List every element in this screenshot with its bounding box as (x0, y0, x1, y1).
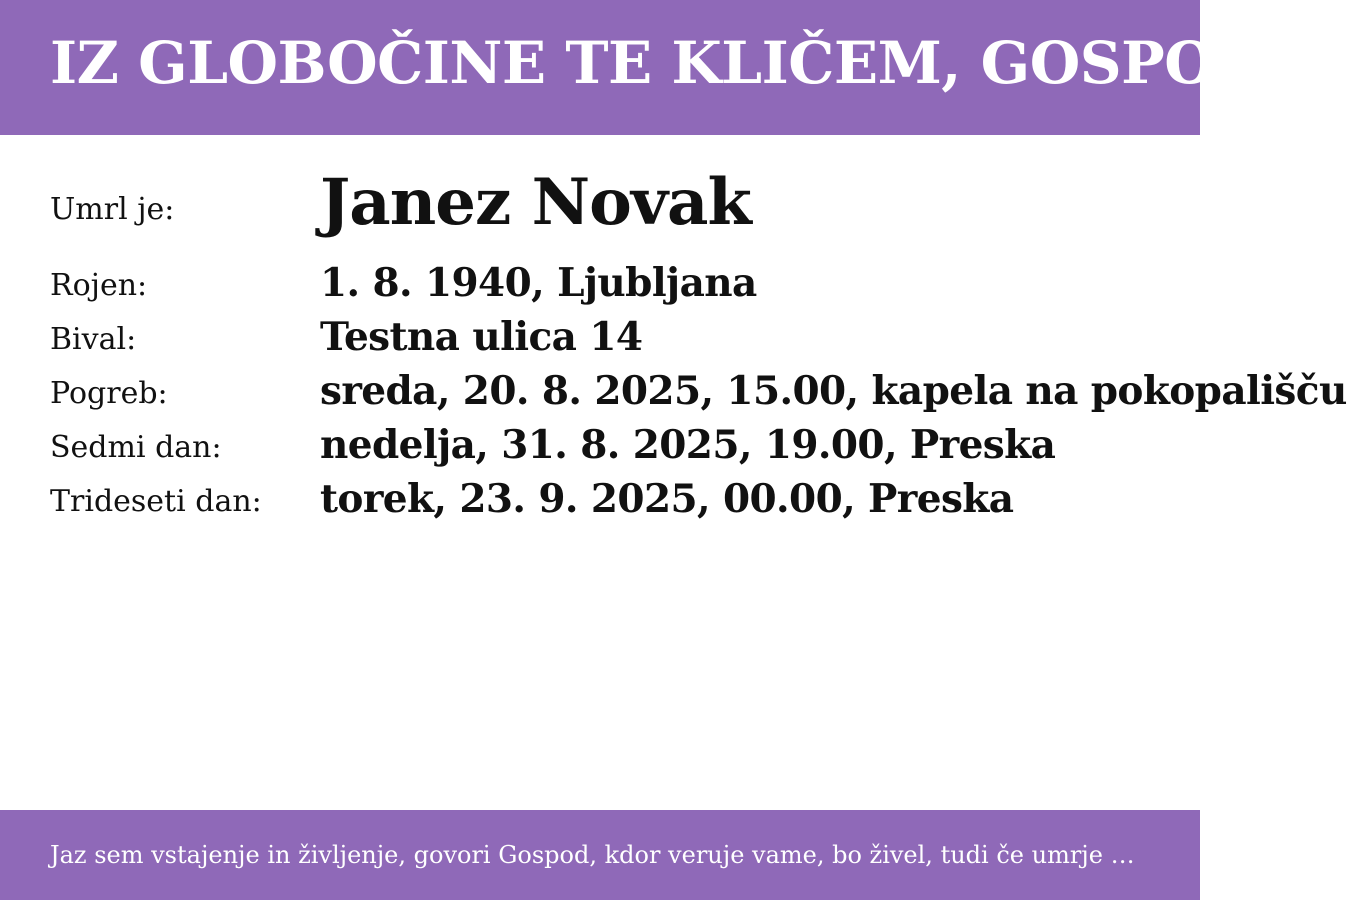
funeral-value: sreda, 20. 8. 2025, 15.00, kapela na pokopališču (320, 368, 1347, 414)
born-value: 1. 8. 1940, Ljubljana (320, 260, 757, 306)
footer-quote: Jaz sem vstajenje in življenje, govori Gospod, kdor veruje vame, bo živel, tudi če umrje … (50, 841, 1135, 869)
thirtieth-day-label: Trideseti dan: (50, 484, 262, 519)
details-section (0, 135, 1347, 810)
thirtieth-day-value: torek, 23. 9. 2025, 00.00, Preska (320, 476, 1014, 522)
residence-value: Testna ulica 14 (320, 314, 643, 360)
residence-row (0, 314, 1200, 368)
residence-label: Bival: (50, 322, 137, 357)
seventh-day-value: nedelja, 31. 8. 2025, 19.00, Preska (320, 422, 1056, 468)
thirtieth-day-row (0, 476, 1200, 530)
deceased-label: Umrl je: (50, 192, 175, 227)
deceased-row (0, 165, 1200, 245)
seventh-day-label: Sedmi dan: (50, 430, 222, 465)
funeral-label: Pogreb: (50, 376, 168, 411)
header-bar (0, 0, 1290, 135)
footer-bar (0, 810, 1200, 900)
page-title: IZ GLOBOČINE TE KLIČEM, GOSPOD! (50, 29, 1290, 97)
funeral-row (0, 368, 1347, 422)
born-row (0, 260, 1200, 314)
born-label: Rojen: (50, 268, 148, 303)
deceased-name: Janez Novak (320, 165, 751, 240)
seventh-day-row (0, 422, 1200, 476)
